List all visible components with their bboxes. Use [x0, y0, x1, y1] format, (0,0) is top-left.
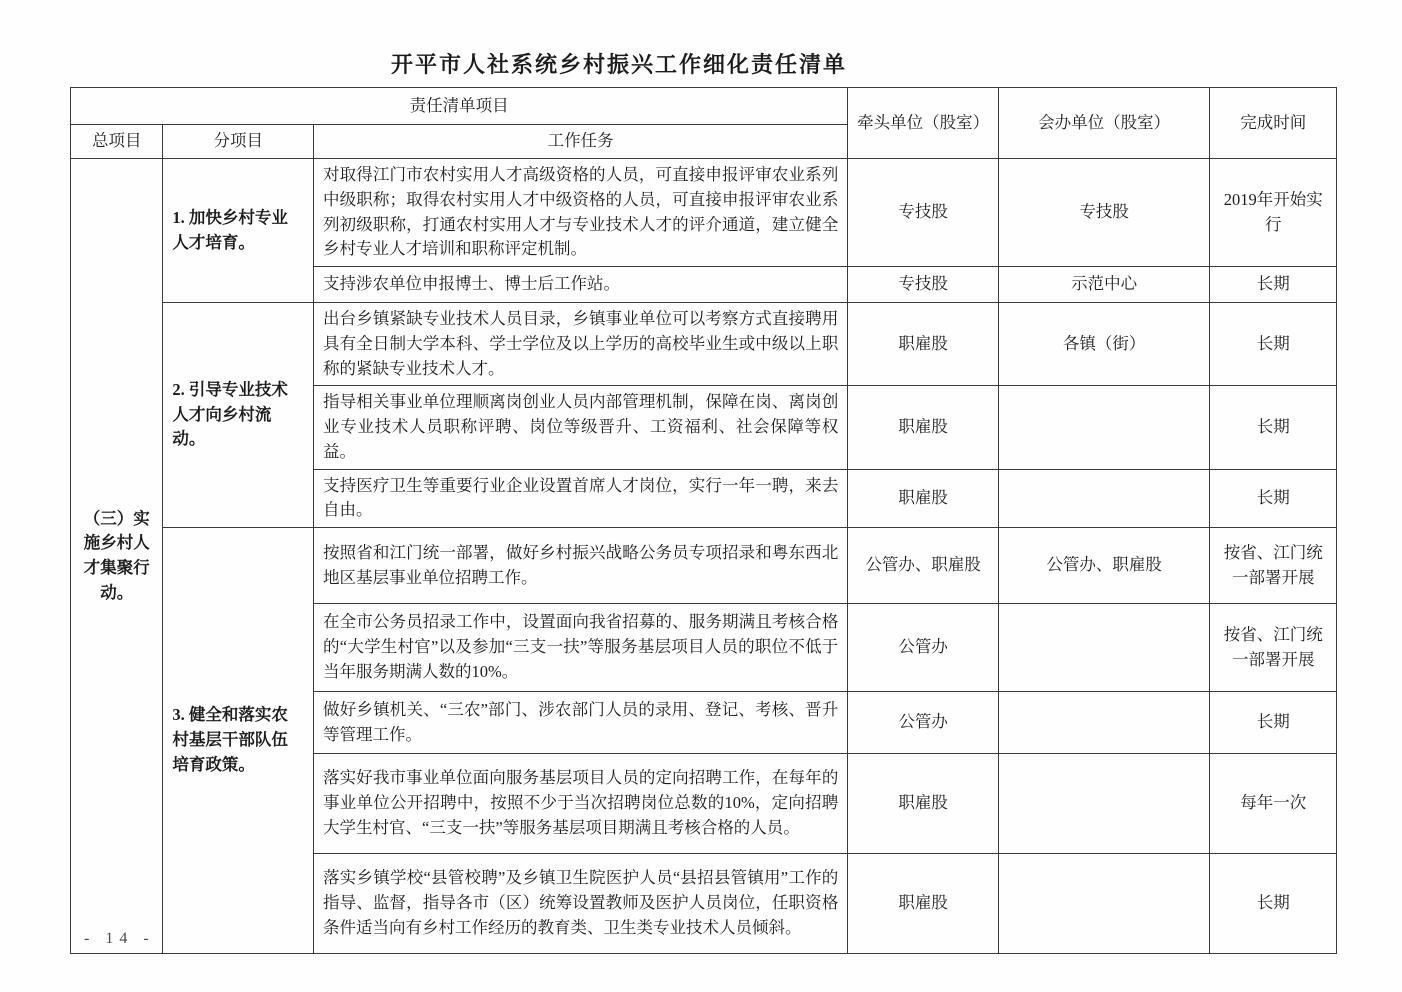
header-row-group — [71, 88, 1337, 125]
header-sub-project: 分项目 — [163, 125, 314, 159]
lead-unit-cell: 专技股 — [848, 267, 999, 303]
lead-unit-cell: 职雇股 — [848, 469, 999, 528]
sub-project-cell-3: 3. 健全和落实农村基层干部队伍培育政策。 — [163, 528, 314, 954]
sub-project-cell-1: 1. 加快乡村专业人才培育。 — [163, 159, 314, 303]
co-unit-cell: 公管办、职雇股 — [998, 528, 1209, 604]
task-cell: 在全市公务员招录工作中，设置面向我省招募的、服务期满且考核合格的“大学生村官”以及参加“三支一扶”等服务基层项目人员的职位不低于当年服务期满人数的10%。 — [314, 604, 848, 692]
lead-unit-cell: 职雇股 — [848, 386, 999, 469]
lead-unit-cell: 公管办、职雇股 — [848, 528, 999, 604]
task-cell: 落实好我市事业单位面向服务基层项目人员的定向招聘工作，在每年的事业单位公开招聘中，按照不少于当次招聘岗位总数的10%，定向招聘大学生村官、“三支一扶”等服务基层项目期满且考核合格的人员。 — [314, 754, 848, 854]
time-cell: 每年一次 — [1210, 754, 1337, 854]
task-cell: 做好乡镇机关、“三农”部门、涉农部门人员的录用、登记、考核、晋升等管理工作。 — [314, 692, 848, 754]
time-cell: 长期 — [1210, 267, 1337, 303]
task-cell: 支持涉农单位申报博士、博士后工作站。 — [314, 267, 848, 303]
responsibility-table — [70, 87, 1337, 954]
time-cell: 按省、江门统一部署开展 — [1210, 604, 1337, 692]
co-unit-cell — [998, 754, 1209, 854]
header-total-project: 总项目 — [71, 125, 163, 159]
co-unit-cell — [998, 854, 1209, 954]
co-unit-cell — [998, 692, 1209, 754]
lead-unit-cell: 职雇股 — [848, 754, 999, 854]
time-cell: 按省、江门统一部署开展 — [1210, 528, 1337, 604]
lead-unit-cell: 专技股 — [848, 159, 999, 267]
co-unit-cell: 专技股 — [998, 159, 1209, 267]
header-work-task: 工作任务 — [314, 125, 848, 159]
total-project-cell: （三）实施乡村人才集聚行动。 — [71, 159, 163, 954]
header-lead-unit: 牵头单位（股室） — [848, 88, 999, 159]
sub-project-cell-2: 2. 引导专业技术人才向乡村流动。 — [163, 303, 314, 528]
time-cell: 长期 — [1210, 303, 1337, 386]
task-cell: 对取得江门市农村实用人才高级资格的人员，可直接申报评审农业系列中级职称；取得农村实用人才中级资格的人员，可直接申报评审农业系列初级职称，打通农村实用人才与专业技术人才的评介通道，建立健全乡村专业人才培训和职称评定机制。 — [314, 159, 848, 267]
table-container — [70, 87, 1337, 954]
table-row — [71, 303, 1337, 386]
task-cell: 按照省和江门统一部署，做好乡村振兴战略公务员专项招录和粤东西北地区基层事业单位招聘工作。 — [314, 528, 848, 604]
lead-unit-cell: 公管办 — [848, 604, 999, 692]
lead-unit-cell: 职雇股 — [848, 854, 999, 954]
co-unit-cell — [998, 604, 1209, 692]
time-cell: 长期 — [1210, 386, 1337, 469]
header-co-unit: 会办单位（股室） — [998, 88, 1209, 159]
page-number: - 14 - — [84, 930, 155, 947]
co-unit-cell: 示范中心 — [998, 267, 1209, 303]
table-row — [71, 528, 1337, 604]
header-completion-time: 完成时间 — [1210, 88, 1337, 159]
task-cell: 指导相关事业单位理顺离岗创业人员内部管理机制，保障在岗、离岗创业专业技术人员职称评聘、岗位等级晋升、工资福利、社会保障等权益。 — [314, 386, 848, 469]
task-cell: 落实乡镇学校“县管校聘”及乡镇卫生院医护人员“县招县管镇用”工作的指导、监督，指导各市（区）统筹设置教师及医护人员岗位，任职资格条件适当向有乡村工作经历的教育类、卫生类专业技术人员倾斜。 — [314, 854, 848, 954]
time-cell: 2019年开始实行 — [1210, 159, 1337, 267]
co-unit-cell: 各镇（街） — [998, 303, 1209, 386]
page-title: 开平市人社系统乡村振兴工作细化责任清单 — [390, 52, 847, 77]
time-cell: 长期 — [1210, 854, 1337, 954]
task-cell: 支持医疗卫生等重要行业企业设置首席人才岗位，实行一年一聘，来去自由。 — [314, 469, 848, 528]
co-unit-cell — [998, 469, 1209, 528]
lead-unit-cell: 职雇股 — [848, 303, 999, 386]
header-responsibility-group: 责任清单项目 — [71, 88, 848, 125]
time-cell: 长期 — [1210, 469, 1337, 528]
co-unit-cell — [998, 386, 1209, 469]
time-cell: 长期 — [1210, 692, 1337, 754]
lead-unit-cell: 公管办 — [848, 692, 999, 754]
task-cell: 出台乡镇紧缺专业技术人员目录，乡镇事业单位可以考察方式直接聘用具有全日制大学本科、学士学位及以上学历的高校毕业生或中级以上职称的紧缺专业技术人才。 — [314, 303, 848, 386]
table-row — [71, 159, 1337, 267]
